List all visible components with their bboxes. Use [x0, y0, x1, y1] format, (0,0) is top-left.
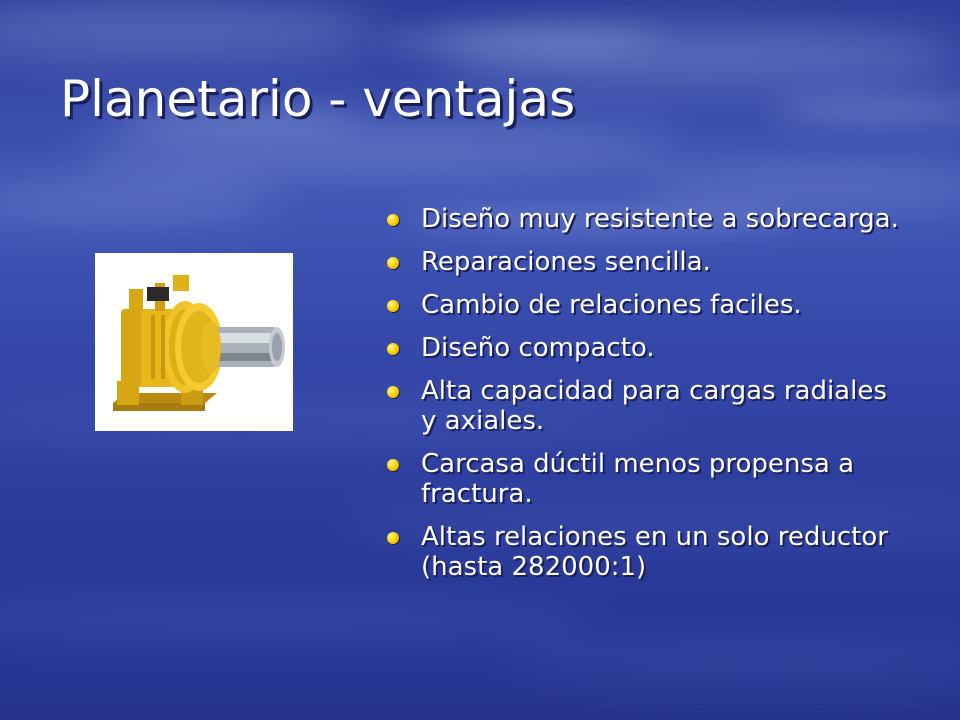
slide-title: Planetario - ventajas [60, 70, 576, 128]
bullet-dot-icon [387, 257, 399, 269]
bullet-dot-icon [387, 214, 399, 226]
bullet-dot-icon [387, 459, 399, 471]
bullet-dot-icon [387, 300, 399, 312]
bullet-text: Diseño muy resistente a sobrecarga. [421, 204, 899, 234]
bullet-item [385, 522, 905, 582]
bullet-dot-icon [387, 532, 399, 544]
bullet-text: Altas relaciones en un solo reductor (hasta 282000:1) [421, 522, 888, 582]
bullet-dot-icon [387, 343, 399, 355]
bullet-item [385, 333, 905, 363]
bullet-item [385, 449, 905, 509]
bullet-item [385, 204, 905, 234]
planetary-gearbox-photo [95, 253, 293, 431]
bullet-text: Alta capacidad para cargas radiales y axiales. [421, 376, 887, 436]
bullet-dot-icon [387, 386, 399, 398]
bullet-text: Diseño compacto. [421, 333, 655, 363]
bullet-text: Reparaciones sencilla. [421, 247, 711, 277]
bullet-item [385, 376, 905, 436]
bullet-text: Carcasa dúctil menos propensa a fractura. [421, 449, 855, 509]
bullet-text: Cambio de relaciones faciles. [421, 290, 802, 320]
bullet-list [385, 204, 905, 595]
bullet-item [385, 290, 905, 320]
bullet-item [385, 247, 905, 277]
